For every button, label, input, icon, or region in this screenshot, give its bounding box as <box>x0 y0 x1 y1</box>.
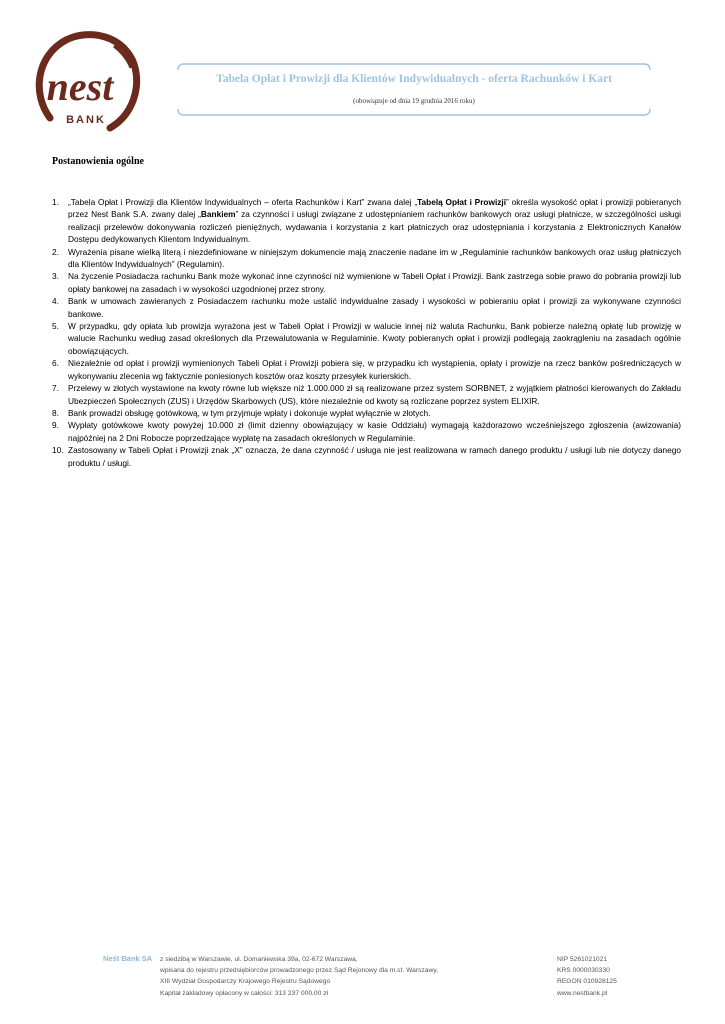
provision-text: ” określa wysokość opłat i prowizji pobieranych przez Nest Bank S.A. zwany dalej „ <box>68 197 681 220</box>
document-effective-date: (obowiązuje od dnia 19 grudnia 2016 roku) <box>353 97 475 105</box>
section-heading: Postanowienia ogólne <box>52 156 144 167</box>
provision-item <box>52 444 681 469</box>
footer-address-line: XIII Wydział Gospodarczy Krajowego Rejestru Sądowego <box>160 978 331 985</box>
provision-number: 9. <box>52 420 59 431</box>
svg-text:BANK: BANK <box>66 114 106 126</box>
provision-text: Bank prowadzi obsługę gotówkową, w tym przyjmuje wpłaty i dokonuje wypłat wyłącznie w złotych. <box>68 407 431 418</box>
provision-item <box>52 295 681 320</box>
provision-text: Bank w umowach zawieranych z Posiadaczem rachunku może ustalić indywidualne zasady i wysokości w pobieraniu opłat i prowizji za wykonywane czynności bankowe. <box>68 296 681 319</box>
defined-term: Bankiem <box>200 209 236 220</box>
footer-address-line: wpisana do rejestru przedsiębiorców prowadzonego przez Sąd Rejonowy dla m.st. Warszawy, <box>160 967 439 974</box>
footer-registry <box>557 954 617 987</box>
provision-number: 6. <box>52 358 59 369</box>
provision-text: Zastosowany w Tabeli Opłat i Prowizji znak „X” oznacza, że dana czynność / usługa nie jest realizowana w ramach danego produktu / usługi lub nie dotyczy danego produktu / usługi. <box>68 445 681 468</box>
defined-term: Tabelą Opłat i Prowizji <box>417 197 507 207</box>
footer-brand: Neśt Bank SA <box>103 954 153 963</box>
provision-item <box>52 419 681 444</box>
provision-item <box>52 270 681 295</box>
provision-number: 8. <box>52 407 59 418</box>
provision-item <box>52 196 681 246</box>
svg-text:nest: nest <box>46 64 114 109</box>
document-title: Tabela Opłat i Prowizji dla Klientów Indywidualnych - oferta Rachunków i Kart <box>216 73 612 85</box>
provision-text: Niezależnie od opłat i prowizji wymienionych Tabeli Opłat i Prowizji pobiera się, w przypadku ich wystąpienia, opłaty i prowizje na rzecz banków pośredniczących w wykonywaniu zlecenia wg faktycznie poniesionych kosztów oraz koszty przesyłek kurierskich. <box>68 358 681 381</box>
provision-text: Przelewy w złotych wystawione na kwoty równe lub większe niż 1.000.000 zł są realizowane przez system SORBNET, z wyjątkiem płatności kierowanych do Zakładu Ubezpieczeń Społecznych (ZUS) i Urzędów Skarbowych (US), które niezależnie od kwoty są rozliczane poprzez system ELIXIR. <box>68 383 681 406</box>
provision-item <box>52 246 681 271</box>
provision-text: „Tabela Opłat i Prowizji dla Klientów Indywidualnych – oferta Rachunków i Kart” zwana dalej „ <box>68 197 418 207</box>
provisions-list <box>52 196 681 469</box>
provision-item <box>52 357 681 382</box>
provision-number: 5. <box>52 321 59 332</box>
nest-bank-logo <box>30 30 142 142</box>
provision-number: 4. <box>52 296 59 307</box>
provision-text: ” za czynności i usługi związane z udostępnianiem rachunków bankowych oraz usługi płatnicze, w szczególności usługi realizacji przelewów dokonywania rozliczeń pieniężnych, wydawania i korzystania z kart płatniczych oraz udostępniania i korzystania z Elektronicznych Kanałów Dostępu dedykowanych Klientom Indywidualnym. <box>68 209 681 245</box>
provision-item <box>52 407 681 419</box>
provision-text: Wypłaty gotówkowe kwoty powyżej 10.000 zł (limit dzienny obowiązujący w kasie Oddziału) wymagają każdorazowo wcześniejszego zgłoszenia (awizowania) najpóźniej na 2 Dni Robocze poprzedzające wypłatę na zasadach określonych w Regulaminie. <box>68 420 681 443</box>
provision-number: 3. <box>52 271 59 282</box>
provision-number: 7. <box>52 383 59 394</box>
provision-number: 2. <box>52 246 59 257</box>
provision-text: Wyrażenia pisane wielką literą i niezdefiniowane w niniejszym dokumencie mają znaczenie nadane im w „Regulaminie rachunków bankowych oraz usług płatniczych dla Klientów Indywidualnych” (Regulamin). <box>68 246 681 270</box>
footer-regon: REGON 010928125 <box>557 978 617 985</box>
provision-number: 1. <box>52 197 59 207</box>
footer-address-line: z siedzibą w Warszawie, ul. Domaniewska 39a, 02-672 Warszawa, <box>160 956 358 963</box>
provision-number: 10. <box>52 445 64 456</box>
provision-item <box>52 320 681 357</box>
footer-website-link[interactable]: www.nestbank.pl <box>557 990 608 997</box>
footer-krs: KRS 0000030330 <box>557 967 610 974</box>
provision-item <box>52 382 681 407</box>
page-footer <box>0 950 725 1010</box>
provision-text: Na życzenie Posiadacza rachunku Bank może wykonać inne czynności niż wymienione w Tabeli Opłat i Prowizji. Bank zastrzega sobie prawo do pobrania prowizji lub opłaty bankowej na zasadach i w wysokości uzgodnionej przez strony. <box>68 271 681 294</box>
document-header <box>176 62 652 117</box>
footer-nip: NIP 5261021021 <box>557 956 608 963</box>
provision-text: W przypadku, gdy opłata lub prowizja wyrażona jest w Tabeli Opłat i Prowizji w walucie innej niż waluta Rachunku, Bank pobierze należną opłatę lub prowizję w walucie Rachunku według zasad określonych dla Przewalutowania w Regulaminie. Kwoty pobieranych opłat i prowizji podlegają zaokrągleniu na zasadach ogólnie obowiązujących. <box>68 321 681 356</box>
footer-address <box>160 954 438 987</box>
footer-capital: Kapitał zakładowy opłacony w całości: 313 237 000,00 zł <box>160 990 329 997</box>
